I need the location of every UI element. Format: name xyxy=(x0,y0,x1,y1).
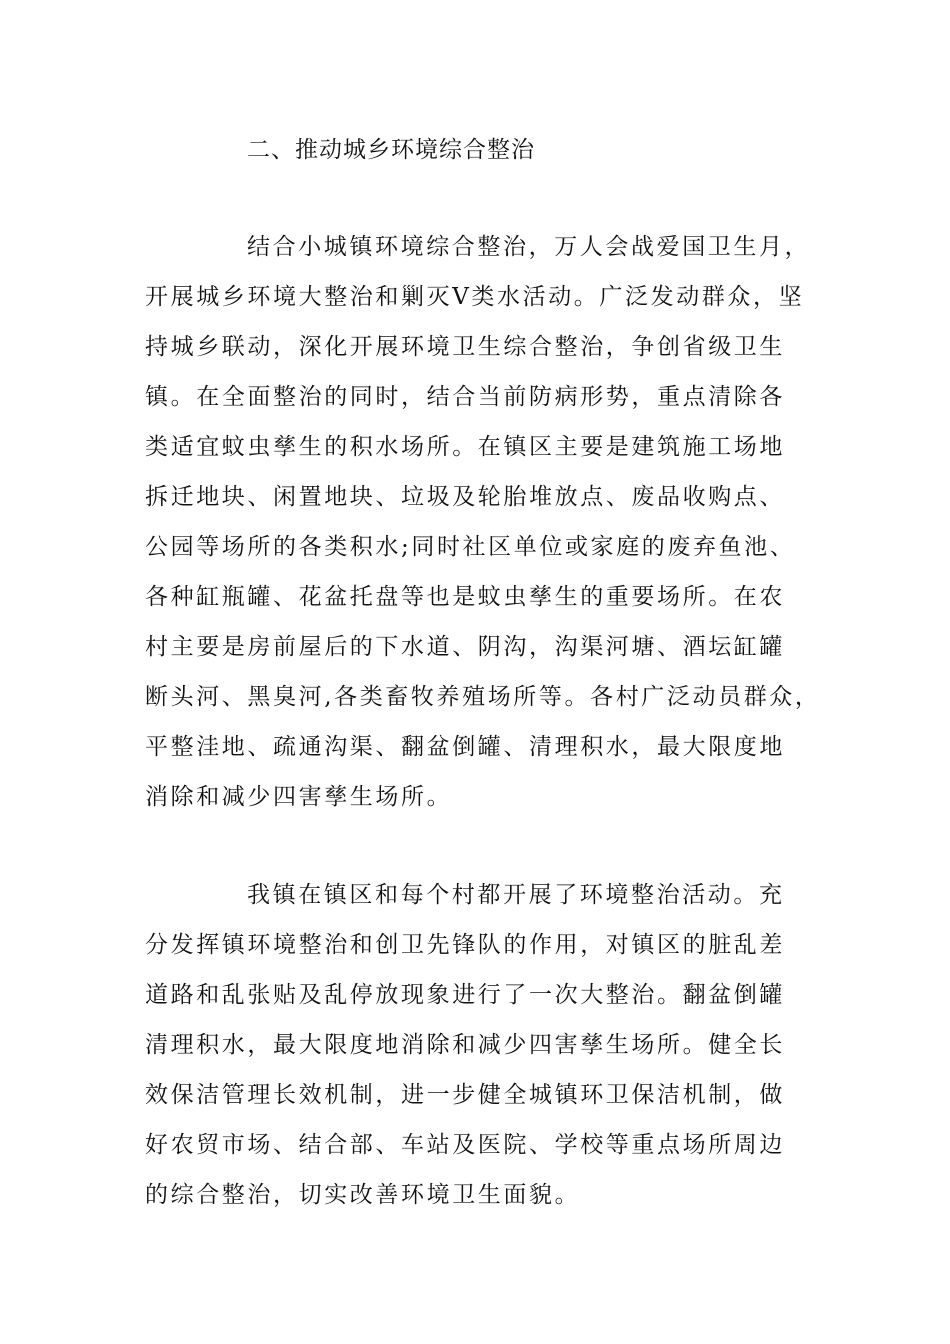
paragraph-line: 断头河、黑臭河,各类畜牧养殖场所等。各村广泛动员群众， xyxy=(145,684,821,710)
paragraph-line: 类适宜蚊虫孳生的积水场所。在镇区主要是建筑施工场地 xyxy=(145,434,785,460)
paragraph-line: 公园等场所的各类积水;同时社区单位或家庭的废弃鱼池、 xyxy=(145,534,796,560)
paragraph-line: 结合小城镇环境综合整治，万人会战爱国卫生月， xyxy=(247,234,811,260)
paragraph-line: 消除和减少四害孳生场所。 xyxy=(145,784,453,810)
section-heading: 二、推动城乡环境综合整治 xyxy=(247,137,535,163)
paragraph-line: 分发挥镇环境整治和创卫先锋队的作用，对镇区的脏乱差 xyxy=(145,932,785,958)
paragraph-1 xyxy=(145,222,835,822)
paragraph-line: 效保洁管理长效机制，进一步健全城镇环卫保洁机制，做 xyxy=(145,1082,785,1108)
paragraph-line: 镇。在全面整治的同时，结合当前防病形势，重点清除各 xyxy=(145,384,785,410)
paragraph-2 xyxy=(145,870,835,1220)
paragraph-line: 开展城乡环境大整治和剿灭Ⅴ类水活动。广泛发动群众，坚 xyxy=(145,284,805,310)
paragraph-line: 拆迁地块、闲置地块、垃圾及轮胎堆放点、废品收购点、 xyxy=(145,484,785,510)
paragraph-line: 平整洼地、疏通沟渠、翻盆倒罐、清理积水，最大限度地 xyxy=(145,734,785,760)
paragraph-line: 清理积水，最大限度地消除和减少四害孳生场所。健全长 xyxy=(145,1032,785,1058)
paragraph-line: 持城乡联动，深化开展环境卫生综合整治，争创省级卫生 xyxy=(145,334,785,360)
paragraph-line: 的综合整治，切实改善环境卫生面貌。 xyxy=(145,1182,581,1208)
paragraph-line: 各种缸瓶罐、花盆托盘等也是蚊虫孳生的重要场所。在农 xyxy=(145,584,785,610)
paragraph-line: 好农贸市场、结合部、车站及医院、学校等重点场所周边 xyxy=(145,1132,785,1158)
paragraph-line: 道路和乱张贴及乱停放现象进行了一次大整治。翻盆倒罐 xyxy=(145,982,785,1008)
paragraph-line: 村主要是房前屋后的下水道、阴沟，沟渠河塘、酒坛缸罐 xyxy=(145,634,785,660)
paragraph-line: 我镇在镇区和每个村都开展了环境整治活动。充 xyxy=(247,882,785,908)
